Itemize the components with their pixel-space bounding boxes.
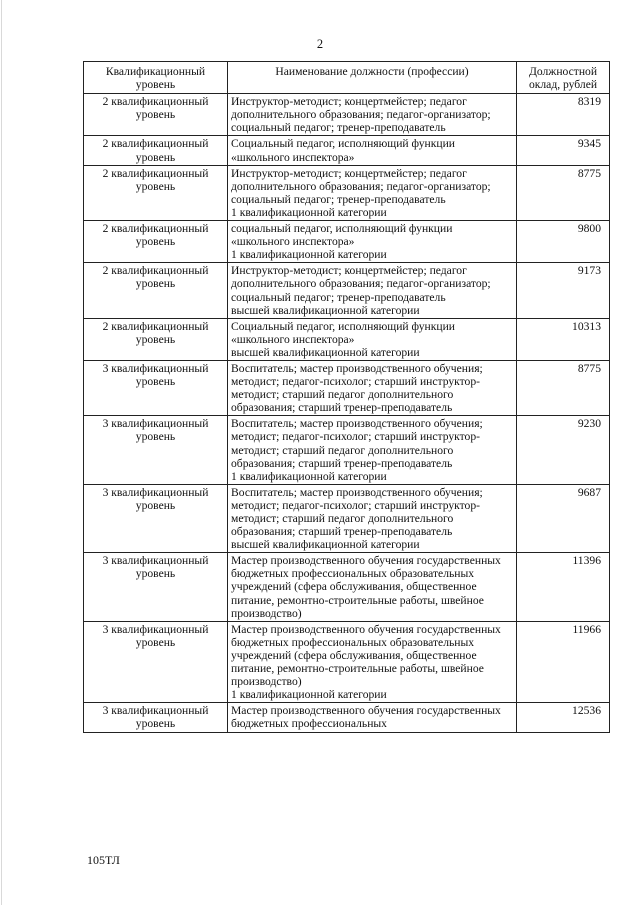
header-salary: Должностной оклад, рублей: [517, 62, 610, 94]
position-category: высшей квалификационной категории: [231, 538, 420, 552]
table-row: [84, 360, 610, 415]
position-cell: [228, 318, 517, 360]
position-name: Инструктор-методист; концертмейстер; педагог дополнительного образования; педагог-организатор; социальный педагог; тренер-преподаватель: [231, 264, 491, 304]
table-row: [84, 263, 610, 318]
salary-cell: 9687: [517, 484, 610, 552]
level-cell: 2 квалификационный уровень: [84, 318, 228, 360]
position-name: Социальный педагог, исполняющий функции «школьного инспектора»: [231, 319, 455, 346]
level-cell: 3 квалификационный уровень: [84, 416, 228, 484]
salary-cell: 11396: [517, 553, 610, 621]
position-cell: [228, 94, 517, 136]
position-category: 1 квалификационной категории: [231, 205, 387, 219]
position-name: Инструктор-методист; концертмейстер; педагог дополнительного образования; педагог-организатор; социальный педагог; тренер-преподаватель: [231, 95, 491, 135]
scan-edge-line: [1, 0, 2, 905]
position-cell: [228, 621, 517, 703]
position-name: Инструктор-методист; концертмейстер; педагог дополнительного образования; педагог-организатор; социальный педагог; тренер-преподаватель: [231, 166, 491, 206]
position-name: Воспитатель; мастер производственного обучения; методист; педагог-психолог; старший инструктор-методист; старший педагог дополнительного образования; старший тренер-преподаватель: [231, 485, 483, 539]
position-name: Социальный педагог, исполняющий функции «школьного инспектора»: [231, 137, 455, 164]
position-cell: [228, 484, 517, 552]
salary-cell: 8775: [517, 360, 610, 415]
position-name: Мастер производственного обучения государственных бюджетных профессиональных образовательных учреждений (сфера обслуживания, общественное питание, ремонтно-строительные работы, швейное производство): [231, 622, 501, 689]
position-name: Мастер производственного обучения государственных бюджетных профессиональных: [231, 704, 501, 731]
table-header-row: [84, 62, 610, 94]
level-cell: 3 квалификационный уровень: [84, 621, 228, 703]
table-row: [84, 94, 610, 136]
position-category: 1 квалификационной категории: [231, 469, 387, 483]
table-row: [84, 416, 610, 484]
table-row: [84, 553, 610, 621]
level-cell: 2 квалификационный уровень: [84, 221, 228, 263]
position-category: 1 квалификационной категории: [231, 248, 387, 262]
position-cell: [228, 416, 517, 484]
level-cell: 2 квалификационный уровень: [84, 136, 228, 165]
level-cell: 2 квалификационный уровень: [84, 165, 228, 220]
salary-cell: 9230: [517, 416, 610, 484]
position-name: Мастер производственного обучения государственных бюджетных профессиональных образовательных учреждений (сфера обслуживания, общественное питание, ремонтно-строительные работы, швейное производство): [231, 554, 501, 620]
header-position: Наименование должности (профессии): [228, 62, 517, 94]
salary-cell: 8775: [517, 165, 610, 220]
position-cell: [228, 221, 517, 263]
position-cell: [228, 165, 517, 220]
level-cell: 2 квалификационный уровень: [84, 94, 228, 136]
level-cell: 3 квалификационный уровень: [84, 703, 228, 732]
header-level: Квалификационный уровень: [84, 62, 228, 94]
position-category: высшей квалификационной категории: [231, 303, 420, 317]
table-row: [84, 703, 610, 732]
table-row: [84, 621, 610, 703]
table-row: [84, 318, 610, 360]
table-row: [84, 136, 610, 165]
level-cell: 3 квалификационный уровень: [84, 360, 228, 415]
position-cell: [228, 703, 517, 732]
table-row: [84, 484, 610, 552]
position-name: социальный педагог, исполняющий функции «школьного инспектора»: [231, 222, 453, 249]
position-name: Воспитатель; мастер производственного обучения; методист; педагог-психолог; старший инструктор-методист; старший педагог дополнительного образования; старший тренер-преподаватель: [231, 361, 483, 415]
salary-cell: 9345: [517, 136, 610, 165]
salary-cell: 8319: [517, 94, 610, 136]
table-row: [84, 165, 610, 220]
level-cell: 3 квалификационный уровень: [84, 553, 228, 621]
position-category: 1 квалификационной категории: [231, 688, 387, 702]
position-cell: [228, 360, 517, 415]
level-cell: 2 квалификационный уровень: [84, 263, 228, 318]
level-cell: 3 квалификационный уровень: [84, 484, 228, 552]
page-number: 2: [316, 37, 324, 51]
salary-cell: 11966: [517, 621, 610, 703]
position-cell: [228, 553, 517, 621]
table-row: [84, 221, 610, 263]
position-name: Воспитатель; мастер производственного обучения; методист; педагог-психолог; старший инструктор-методист; старший педагог дополнительного образования; старший тренер-преподаватель: [231, 417, 483, 470]
document-code: 105ТЛ: [87, 853, 120, 867]
salary-cell: 9173: [517, 263, 610, 318]
salary-cell: 9800: [517, 221, 610, 263]
salary-table: [83, 61, 610, 733]
position-category: высшей квалификационной категории: [231, 345, 420, 359]
position-cell: [228, 263, 517, 318]
position-cell: [228, 136, 517, 165]
salary-cell: 12536: [517, 703, 610, 732]
salary-cell: 10313: [517, 318, 610, 360]
